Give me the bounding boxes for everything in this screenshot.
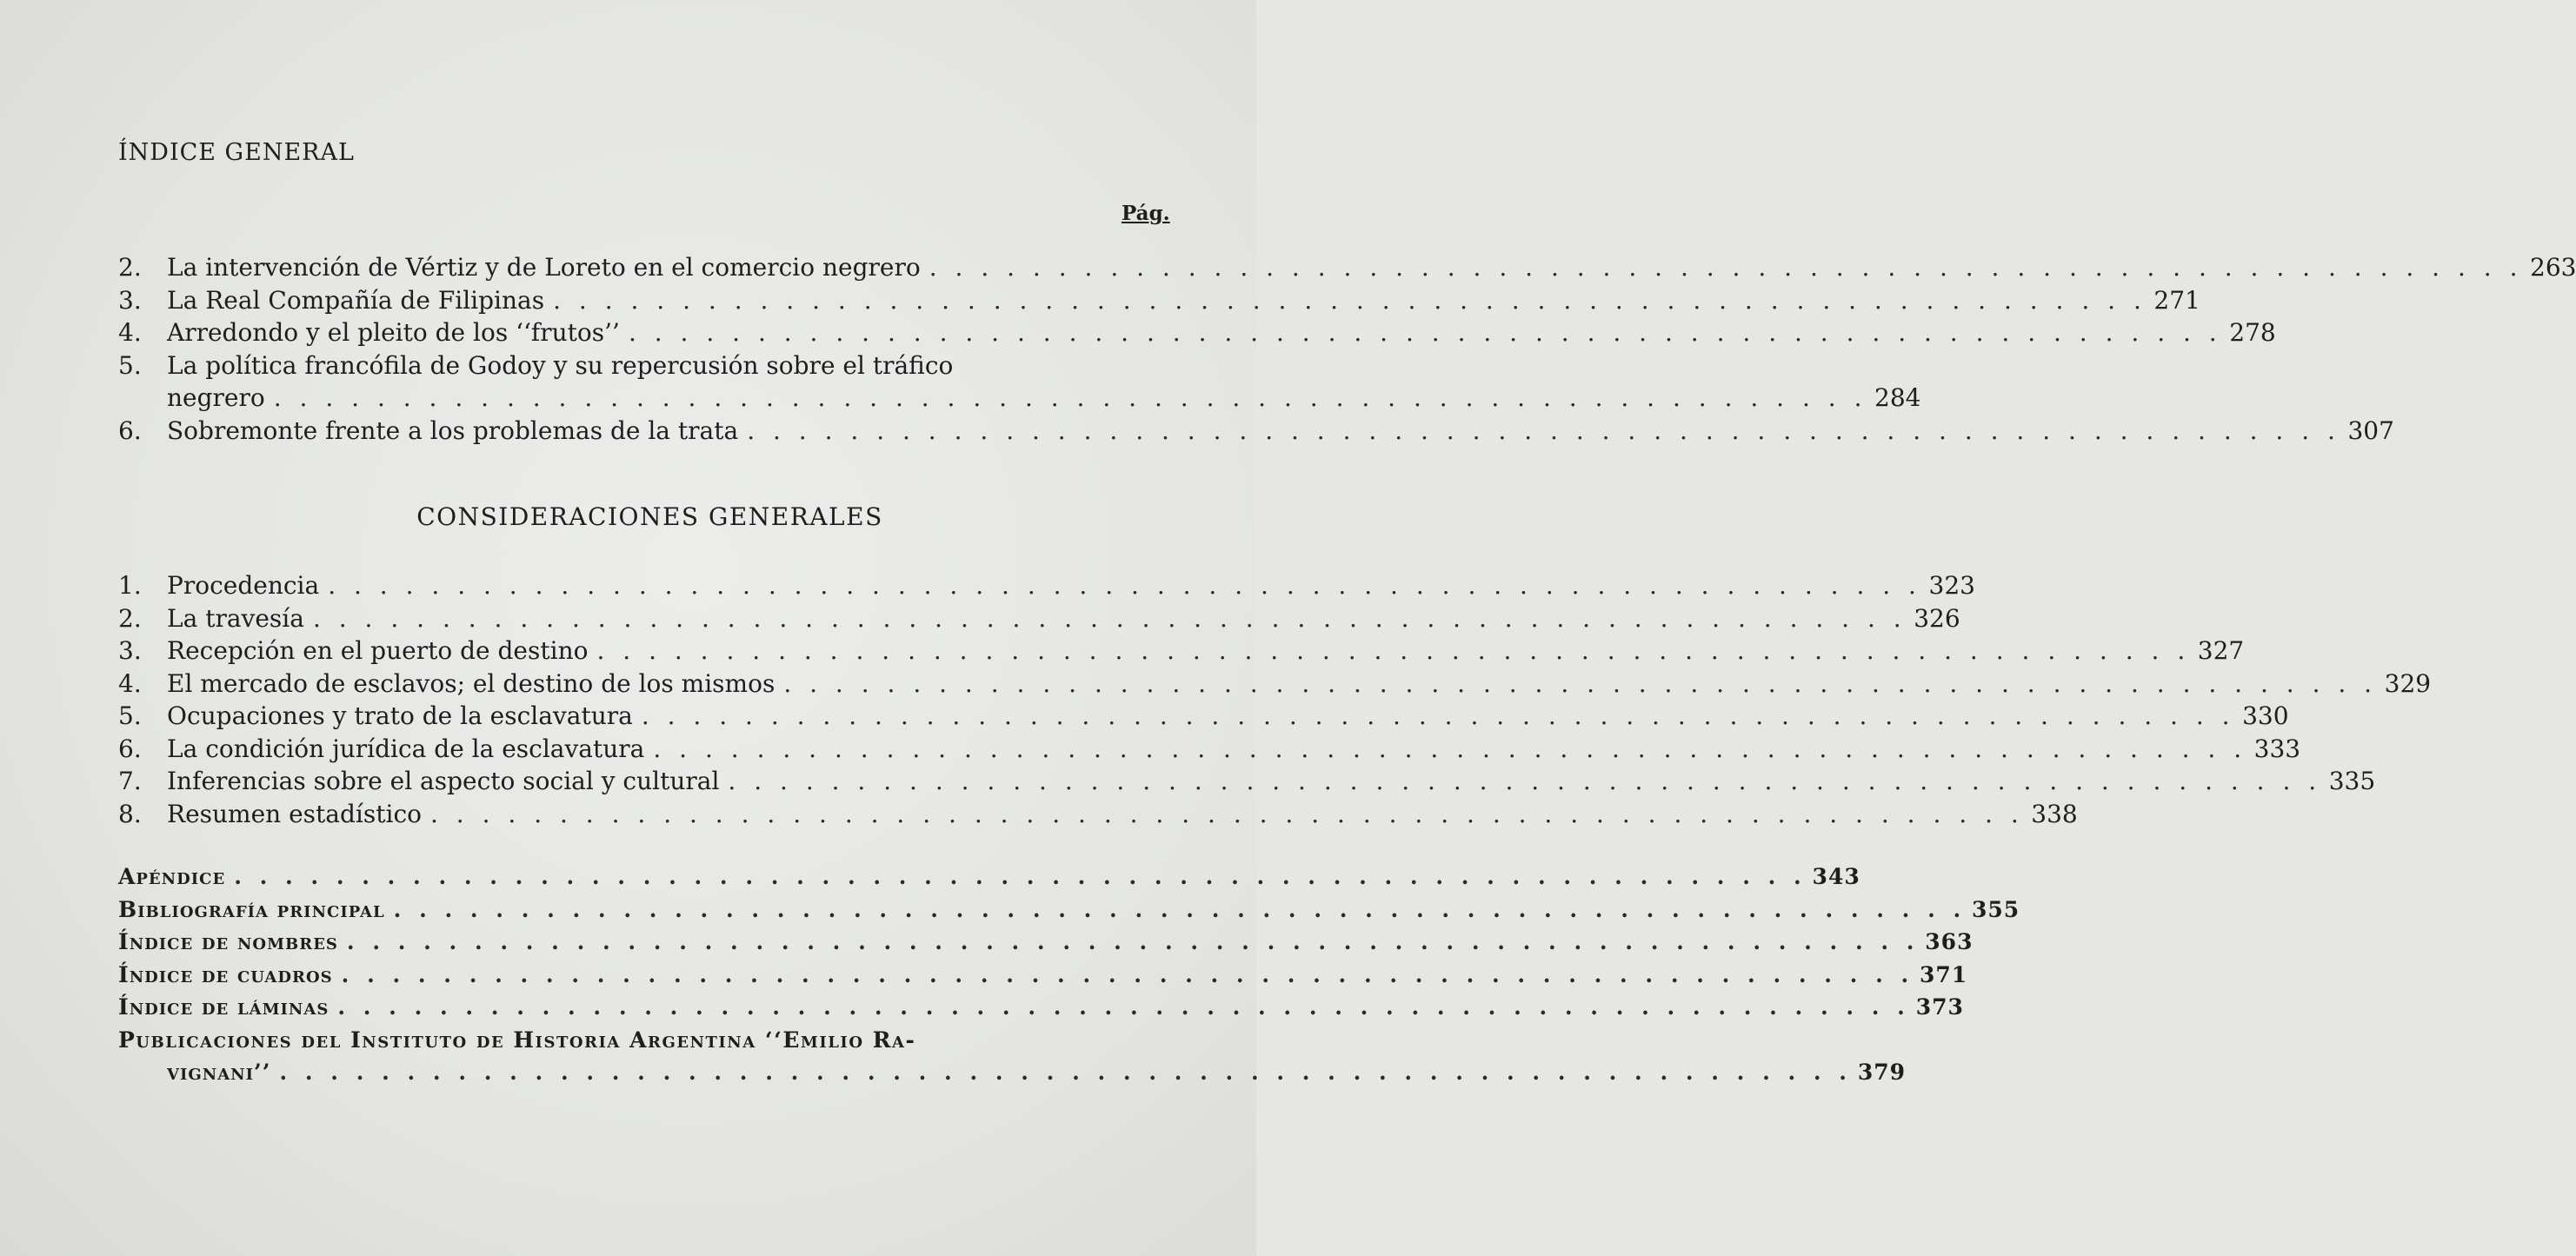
entry-title: Apéndice [118,864,226,889]
entry-page: 330 [2242,701,2289,730]
entry-number: 8. [118,799,142,828]
toc-entry [118,926,1974,959]
entry-title: Inferencias sobre el aspecto social y cultural [167,767,720,795]
dot-leader: . . . . . . . . . . . . . . . . . . . . . . . . . . . . . . . . . . . . . . . . . . . . . . . . . . . . . . . . . . . . . . [430,799,2024,828]
entry-title: Ocupaciones y trato de la esclavatura [167,701,633,730]
entry-number: 2. [118,253,142,282]
toc-entry [118,635,2245,668]
toc-entry [118,991,1964,1024]
toc-entry [118,700,2289,733]
entry-page: 329 [2384,668,2432,698]
entry-title-continuation: vignani’’ [167,1060,271,1085]
toc-entry [118,1024,1170,1057]
entry-number: 3. [118,285,142,315]
entry-number: 7. [118,767,142,795]
entry-number: 2. [118,603,142,633]
toc-back-matter [118,861,2020,1089]
toc-entry [118,861,1860,894]
entry-page: 323 [1928,571,1975,600]
toc-entry [118,569,1975,602]
entry-number: 6. [118,734,142,763]
toc-part-one [118,251,2576,447]
section-heading: CONSIDERACIONES GENERALES [416,502,883,531]
entry-title: Sobremonte frente a los problemas de la trata [167,415,739,445]
running-head: ÍNDICE GENERAL [118,139,355,166]
entry-title-continuation: negrero [167,383,265,412]
entry-number: 4. [118,668,142,698]
entry-title: La intervención de Vértiz y de Loreto en el comercio negrero [167,253,921,282]
dot-leader: . . . . . . . . . . . . . . . . . . . . . . . . . . . . . . . . . . . . . . . . . . . . . . . . . . . . . . . . . . . . . . [628,318,2222,347]
entry-number: 4. [118,318,142,347]
entry-title: Índice de nombres [118,929,338,954]
entry-number: 6. [118,415,142,445]
entry-title: La travesía [167,603,304,633]
toc-entry [118,798,2078,831]
toc-part-two [118,569,2432,830]
dot-leader: . . . . . . . . . . . . . . . . . . . . . . . . . . . . . . . . . . . . . . . . . . . . . . . . . . . . . . . . . . . . . . [641,701,2235,730]
entry-page: 263 [2530,253,2576,282]
entry-title: El mercado de esclavos; el destino de los mismos [167,668,775,698]
entry-page: 284 [1874,383,1921,412]
toc-entry [118,668,2432,701]
toc-entry [118,733,2301,766]
toc-entry [118,349,1177,382]
toc-entry [118,894,2020,927]
entry-title: Bibliografía principal [118,896,385,922]
toc-entry [118,316,2276,349]
toc-entry [118,602,1960,635]
entry-page: 335 [2328,767,2376,795]
entry-title: La Real Compañía de Filipinas [167,285,545,315]
entry-title: Arredondo y el pleito de los ‘‘frutos’’ [167,318,620,347]
toc-entry [118,284,2200,317]
dot-leader: . . . . . . . . . . . . . . . . . . . . . . . . . . . . . . . . . . . . . . . . . . . . . . . . . . . . . . . . . . . . . . [328,571,1921,600]
dot-leader: . . . . . . . . . . . . . . . . . . . . . . . . . . . . . . . . . . . . . . . . . . . . . . . . . . . . . . . . . . . . . . [747,415,2340,445]
dot-leader: . . . . . . . . . . . . . . . . . . . . . . . . . . . . . . . . . . . . . . . . . . . . . . . . . . . . . . . . . . . . . . [341,961,1914,987]
dot-leader: . . . . . . . . . . . . . . . . . . . . . . . . . . . . . . . . . . . . . . . . . . . . . . . . . . . . . . . . . . . . . . [553,285,2147,315]
entry-title: La condición jurídica de la esclavatura [167,734,645,763]
entry-page: 333 [2253,734,2301,763]
entry-page: 326 [1914,603,1960,633]
entry-title: Índice de láminas [118,994,329,1020]
entry-page: 373 [1915,994,1964,1020]
toc-entry-continuation [118,1056,1907,1089]
dot-leader: . . . . . . . . . . . . . . . . . . . . . . . . . . . . . . . . . . . . . . . . . . . . . . . . . . . . . . . . . . . . . . [596,636,2191,665]
entry-page: 355 [1972,896,2020,922]
entry-page: 371 [1920,961,1968,987]
entry-number: 5. [118,350,142,380]
entry-page: 327 [2197,636,2245,665]
dot-leader: . . . . . . . . . . . . . . . . . . . . . . . . . . . . . . . . . . . . . . . . . . . . . . . . . . . . . . . . . . . . . . [337,994,1910,1020]
dot-leader: . . . . . . . . . . . . . . . . . . . . . . . . . . . . . . . . . . . . . . . . . . . . . . . . . . . . . . . . . . . . . . [346,929,1920,954]
entry-page: 343 [1812,864,1860,889]
entry-page: 363 [1925,929,1974,954]
toc-entry [118,415,2394,448]
dot-leader: . . . . . . . . . . . . . . . . . . . . . . . . . . . . . . . . . . . . . . . . . . . . . . . . . . . . . . . . . . . . . . [273,383,1867,412]
entry-number: 5. [118,701,142,730]
entry-page: 271 [2153,285,2200,315]
page-column-label: Pág. [1122,202,1170,225]
dot-leader: . . . . . . . . . . . . . . . . . . . . . . . . . . . . . . . . . . . . . . . . . . . . . . . . . . . . . . . . . . . . . . [234,864,1807,889]
dot-leader: . . . . . . . . . . . . . . . . . . . . . . . . . . . . . . . . . . . . . . . . . . . . . . . . . . . . . . . . . . . . . . [783,668,2378,698]
toc-entry [118,765,2376,798]
toc-entry [118,959,1968,992]
entry-title: Resumen estadístico [167,799,422,828]
dot-leader: . . . . . . . . . . . . . . . . . . . . . . . . . . . . . . . . . . . . . . . . . . . . . . . . . . . . . . . . . . . . . . [653,734,2247,763]
entry-title: Publicaciones del Instituto de Historia Argentina ‘‘Emilio Ra- [118,1027,916,1053]
entry-title: Índice de cuadros [118,961,333,987]
entry-page: 379 [1857,1060,1907,1085]
dot-leader: . . . . . . . . . . . . . . . . . . . . . . . . . . . . . . . . . . . . . . . . . . . . . . . . . . . . . . . . . . . . . . [312,603,1907,633]
dot-leader: . . . . . . . . . . . . . . . . . . . . . . . . . . . . . . . . . . . . . . . . . . . . . . . . . . . . . . . . . . . . . . [279,1060,1853,1085]
entry-title: La política francófila de Godoy y su repercusión sobre el tráfico [167,350,954,380]
dot-leader: . . . . . . . . . . . . . . . . . . . . . . . . . . . . . . . . . . . . . . . . . . . . . . . . . . . . . . . . . . . . . . [929,253,2523,282]
entry-page: 338 [2031,799,2078,828]
dot-leader: . . . . . . . . . . . . . . . . . . . . . . . . . . . . . . . . . . . . . . . . . . . . . . . . . . . . . . . . . . . . . . [393,896,1967,922]
entry-page: 278 [2229,318,2276,347]
entry-title: Procedencia [167,571,320,600]
entry-number: 3. [118,636,142,665]
toc-entry-continuation [118,382,1921,415]
toc-entry [118,251,2576,284]
entry-number: 1. [118,571,142,600]
entry-page: 307 [2347,415,2394,445]
dot-leader: . . . . . . . . . . . . . . . . . . . . . . . . . . . . . . . . . . . . . . . . . . . . . . . . . . . . . . . . . . . . . . [728,767,2322,795]
entry-title: Recepción en el puerto de destino [167,636,589,665]
